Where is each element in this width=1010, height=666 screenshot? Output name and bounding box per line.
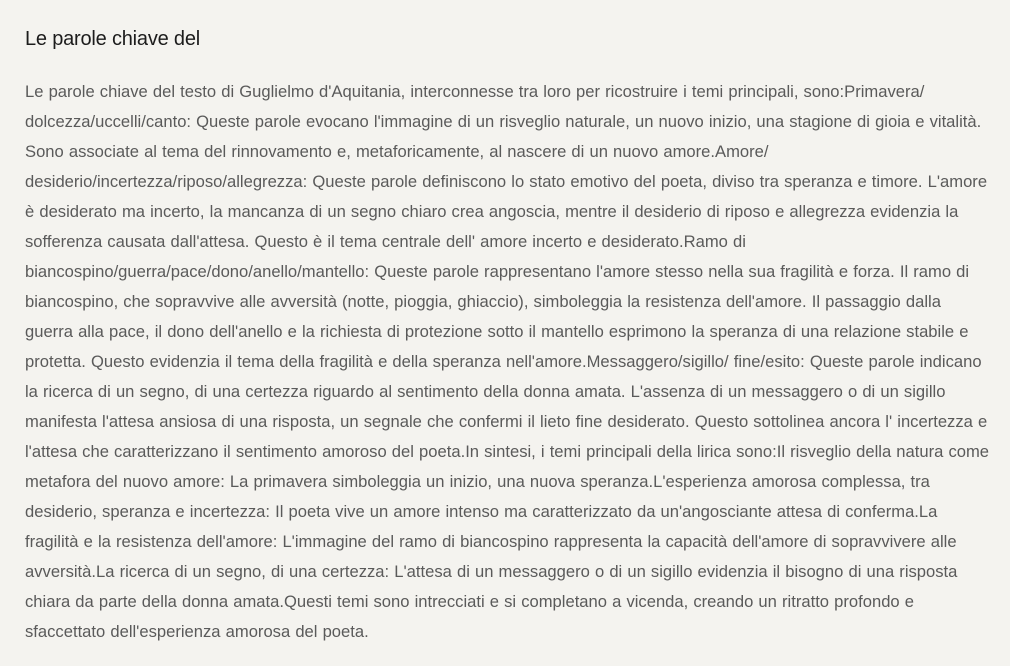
document-page xyxy=(25,24,993,647)
document-body-text[interactable]: Le parole chiave del testo di Guglielmo d'Aquitania, interconnesse tra loro per ricostruire i temi principali, sono:Primavera/ dolcezza/uccelli/canto: Queste parole evocano l'immagine di un risveglio naturale, un nuovo inizio, una stagione di gioia e vitalità. Sono associate al tema del rinnovamento e, metaforicamente, al nascere di un nuovo amore.Amore/ desiderio/incertezza/riposo/allegrezza: Queste parole definiscono lo stato emotivo del poeta, diviso tra speranza e timore. L'amore è desiderato ma incerto, la mancanza di un segno chiaro crea angoscia, mentre il desiderio di riposo e allegrezza evidenzia la sofferenza causata dall'attesa. Questo è il tema centrale dell' amore incerto e desiderato.Ramo di biancospino/guerra/pace/dono/anello/mantello: Queste parole rappresentano l'amore stesso nella sua fragilità e forza. Il ramo di biancospino, che sopravvive alle avversità (notte, pioggia, ghiaccio), simboleggia la resistenza dell'amore. Il passaggio dalla guerra alla pace, il dono dell'anello e la richiesta di protezione sotto il mantello esprimono la speranza di una relazione stabile e protetta. Questo evidenzia il tema della fragilità e della speranza nell'amore.Messaggero/sigillo/ fine/esito: Queste parole indicano la ricerca di un segno, di una certezza riguardo al sentimento della donna amata. L'assenza di un messaggero o di un sigillo manifesta l'attesa ansiosa di una risposta, un segnale che confermi il lieto fine desiderato. Questo sottolinea ancora l' incertezza e l'attesa che caratterizzano il sentimento amoroso del poeta.In sintesi, i temi principali della lirica sono:Il risveglio della natura come metafora del nuovo amore: La primavera simboleggia un inizio, una nuova speranza.L'esperienza amorosa complessa, tra desiderio, speranza e incertezza: Il poeta vive un amore intenso ma caratterizzato da un'angosciante attesa di conferma.La fragilità e la resistenza dell'amore: L'immagine del ramo di biancospino rappresenta la capacità dell'amore di sopravvivere alle avversità.La ricerca di un segno, di una certezza: L'attesa di un messaggero o di un sigillo evidenzia il bisogno di una risposta chiara da parte della donna amata.Questi temi sono intrecciati e si completano a vicenda, creando un ritratto profondo e sfaccettato dell'esperienza amorosa del poeta. xyxy=(25,82,990,641)
document-title: Le parole chiave del xyxy=(25,28,201,50)
